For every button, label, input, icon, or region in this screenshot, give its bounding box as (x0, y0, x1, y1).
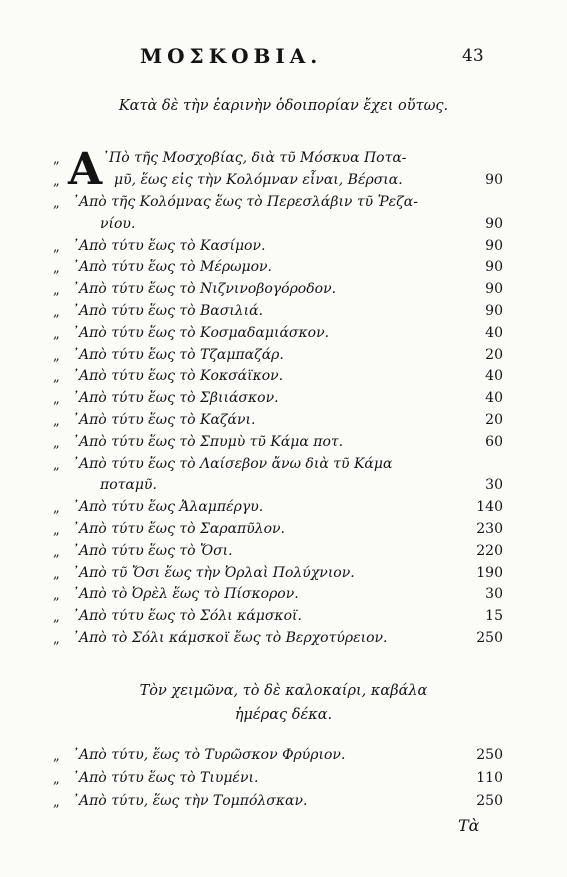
entry-text: ᾿Απὸ τύτυ ἕως τὸ Βασιλιά. (72, 303, 264, 319)
line-mark: „ (53, 457, 60, 473)
entry-text: ᾿Πὸ τῆς Μοσχοβίας, διὰ τῦ Μόσκυα Ποτα- (102, 150, 407, 166)
entry-row (0, 477, 567, 497)
entry-row (0, 172, 567, 192)
entry-text: ᾿Απὸ τύτυ ἕως τὸ Ὄσι. (72, 542, 233, 559)
entry-text: ᾿Απὸ τύτυ ἕως τὸ Καζάνι. (72, 412, 256, 428)
entry-value: 30 (485, 586, 503, 603)
entry-row (0, 216, 567, 236)
entry-text: ᾿Απὸ τύτυ ἕως Ἀλαμπέργυ. (72, 499, 264, 516)
entry-row (0, 793, 567, 813)
line-mark: „ (53, 795, 60, 810)
entry-row (0, 630, 567, 650)
entry-text: ᾿Απὸ τύτυ ἕως τὸ Κοσμαδαμιάσκον. (72, 324, 330, 341)
entry-value: 140 (476, 499, 503, 516)
entry-value: 15 (485, 608, 503, 625)
entry-row (0, 347, 567, 367)
line-mark: „ (53, 196, 60, 211)
entry-row (0, 368, 567, 388)
running-head (0, 44, 567, 74)
entry-text: ᾿Απὸ τὸ Σόλι κάμσκοϊ ἕως τὸ Βερχοτύρειον. (72, 630, 388, 646)
entry-value: 110 (476, 770, 503, 786)
entry-value: 250 (476, 793, 503, 809)
entry-value: 40 (485, 390, 503, 407)
entry-row (0, 565, 567, 585)
entry-value: 90 (485, 237, 503, 254)
entry-text: ᾿Απὸ τύτυ ἕως τὸ Τιυμένι. (72, 770, 259, 786)
catchword: Τὰ (458, 816, 480, 835)
drop-cap: Α (68, 144, 103, 195)
line-mark: „ (53, 435, 60, 451)
entry-row (0, 325, 567, 345)
entry-text: ᾿Απὸ τύτυ ἕως τὸ Σβιιάσκον. (72, 390, 279, 407)
entry-value: 90 (485, 215, 503, 232)
entry-row (0, 434, 567, 454)
line-mark: „ (53, 632, 60, 647)
entry-value: 230 (476, 521, 503, 537)
entry-row (0, 499, 567, 519)
entry-text: ᾿Απὸ τύτυ ἕως τὸ Κοκσάϊκον. (72, 368, 284, 385)
line-mark: „ (53, 523, 60, 538)
section-heading-spring: Κατὰ δὲ τὴν ἐαρινὴν ὁδοιπορίαν ἔχει οὕτως. (118, 98, 449, 114)
entry-text: ᾿Απὸ τύτυ ἕως τὸ Σαραπῦλον. (72, 521, 286, 537)
entry-text: ᾿Απὸ τῆς Κολόμνας ἕως τὸ Περεσλάβιν τῦ Ῥεζα- (72, 194, 418, 210)
entry-text: ᾿Απὸ τύτυ, ἕως τὴν Τομπόλσκαν. (72, 793, 308, 809)
entry-text: ποταμῦ. (100, 477, 157, 494)
line-mark: „ (53, 588, 60, 604)
line-mark: „ (53, 772, 60, 787)
line-mark: „ (53, 544, 60, 560)
entry-row (0, 747, 567, 767)
entry-row (0, 194, 567, 214)
entry-row (0, 150, 567, 170)
line-mark: „ (53, 414, 60, 429)
entry-value: 90 (485, 259, 503, 276)
line-mark: „ (53, 305, 60, 320)
entry-text: ᾿Απὸ τύτυ ἕως τὸ Κασίμον. (72, 237, 266, 254)
entry-row (0, 521, 567, 541)
entry-text: ᾿Απὸ τὸ Ὀρὲλ ἕως τὸ Πίσκορον. (72, 586, 299, 603)
page-number: 43 (462, 46, 484, 66)
line-mark: „ (53, 749, 60, 764)
entry-value: 60 (485, 433, 503, 450)
entry-row (0, 412, 567, 432)
entry-value: 90 (485, 281, 503, 298)
entry-row (0, 390, 567, 410)
line-mark: „ (53, 174, 60, 189)
section-heading-winter: Τὸν χειμῶνα, τὸ δὲ καλοκαίρι, καβάλα (139, 683, 428, 699)
line-mark: „ (53, 326, 60, 342)
entry-value: 190 (476, 564, 503, 581)
entry-row (0, 238, 567, 258)
line-mark: „ (53, 501, 60, 517)
entry-row (0, 770, 567, 790)
line-mark: „ (53, 348, 60, 364)
line-mark: „ (53, 283, 60, 299)
entry-text: ᾿Απὸ τύτυ, ἕως τὸ Τυρῶσκον Φρύριον. (72, 747, 346, 763)
entry-value: 20 (485, 346, 503, 363)
entry-text: ᾿Απὸ τύτυ ἕως τὸ Μέρωμον. (72, 259, 272, 276)
line-mark: „ (53, 566, 60, 582)
entry-row (0, 281, 567, 301)
entry-text: ᾿Απὸ τύτυ ἕως τὸ Σόλι κάμσκοϊ. (72, 608, 302, 625)
entry-value: 250 (476, 747, 503, 763)
entry-value: 40 (485, 368, 503, 385)
entry-value: 90 (485, 303, 503, 319)
entry-row (0, 456, 567, 476)
entry-row (0, 303, 567, 323)
line-mark: „ (53, 370, 60, 386)
line-mark: „ (53, 610, 60, 626)
entry-text: μῦ, ἕως εἰς τὴν Κολόμναν εἶναι, Βέρσια. (114, 172, 403, 188)
entry-row (0, 608, 567, 628)
entry-text: ᾿Απὸ τῦ Ὄσι ἕως τὴν Ὀρλαὶ Πολύχνιον. (72, 564, 355, 581)
line-mark: „ (53, 152, 60, 167)
line-mark: „ (53, 392, 60, 408)
entry-value: 90 (485, 172, 503, 188)
entry-row (0, 543, 567, 563)
running-title: ΜΟΣΚΟΒΙΑ. (140, 44, 323, 68)
entry-value: 220 (476, 542, 503, 559)
section-heading-winter-line2: ἡμέρας δέκα. (234, 707, 333, 723)
entry-text: νίου. (100, 215, 136, 232)
entry-value: 20 (485, 412, 503, 428)
entry-row (0, 586, 567, 606)
entry-value: 30 (485, 477, 503, 494)
entry-row (0, 259, 567, 279)
entry-text: ᾿Απὸ τύτυ ἕως τὸ Λαίσεβον ἄνω διὰ τῦ Κάμα (72, 455, 393, 472)
entry-value: 250 (476, 630, 503, 646)
entry-text: ᾿Απὸ τύτυ ἕως τὸ Νιζνινοβογόροδον. (72, 281, 337, 298)
entry-value: 40 (485, 324, 503, 341)
line-mark: „ (53, 239, 60, 255)
line-mark: „ (53, 261, 60, 277)
entry-text: ᾿Απὸ τύτυ ἕως τὸ Σπυμὺ τῦ Κάμα ποτ. (72, 433, 344, 450)
entry-text: ᾿Απὸ τύτυ ἕως τὸ Τζαμπαζάρ. (72, 346, 284, 363)
